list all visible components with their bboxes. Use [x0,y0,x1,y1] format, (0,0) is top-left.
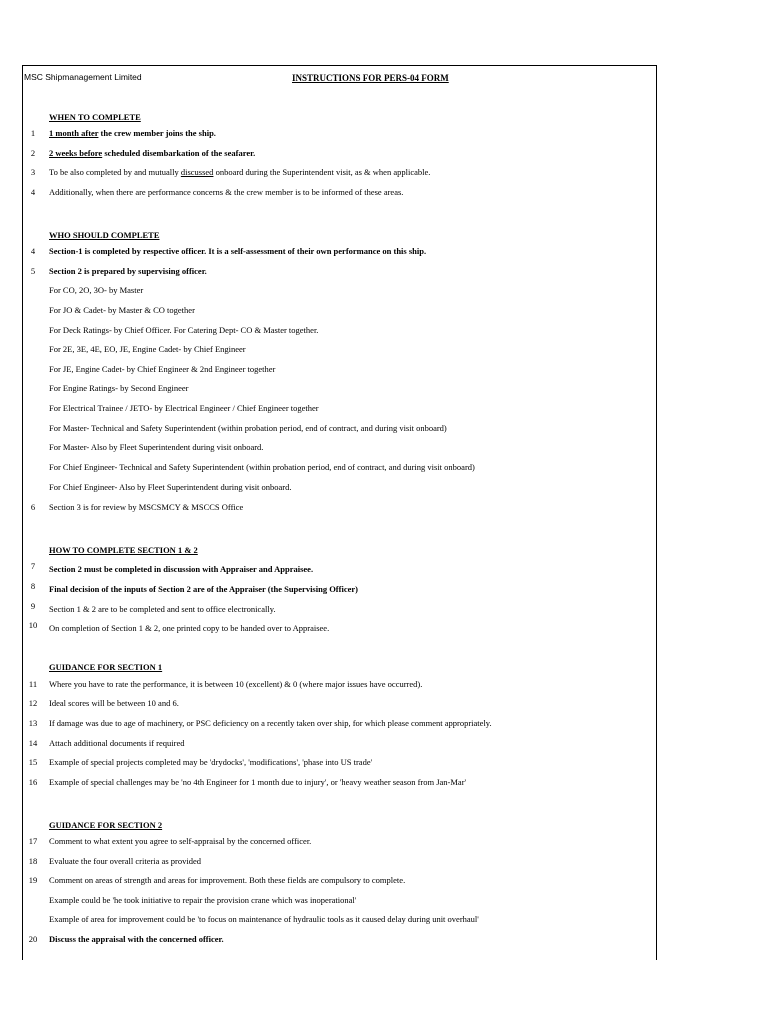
list-item: For Master- Also by Fleet Superintendent during visit onboard. [49,442,264,452]
list-item: 12 Ideal scores will be between 10 and 6. [28,698,179,708]
list-item: 6 Section 3 is for review by MSCSMCY & MSCCS Office [30,502,244,512]
list-item: 16 Example of special challenges may be 'no 4th Engineer for 1 month due to injury', or 'heavy weather season from Jan-Mar' [28,777,467,787]
section-heading-who: WHO SHOULD COMPLETE [49,230,160,240]
list-item: 1 1 month after the crew member joins the ship. [30,128,216,138]
section-heading-guidance-2: GUIDANCE FOR SECTION 2 [49,820,163,830]
section-heading-guidance-1: GUIDANCE FOR SECTION 1 [49,662,163,672]
list-item: 10 On completion of Section 1 & 2, one printed copy to be handed over to Appraisee. [28,620,330,633]
list-item: For CO, 2O, 3O- by Master [49,285,144,295]
list-item: 2 2 weeks before scheduled disembarkation of the seafarer. [30,148,256,158]
list-item: For JO & Cadet- by Master & CO together [49,305,195,315]
list-item: 11 Where you have to rate the performance, it is between 10 (excellent) & 0 (where major issues have occurred). [28,679,423,689]
list-item: For Electrical Trainee / JETO- by Electrical Engineer / Chief Engineer together [49,403,319,413]
list-item: For Deck Ratings- by Chief Officer. For Catering Dept- CO & Master together. [49,325,319,335]
list-item: 13 If damage was due to age of machinery, or PSC deficiency on a recently taken over ship, for which please comment appropriately. [28,718,492,728]
list-item: 5 Section 2 is prepared by supervising officer. [30,266,207,276]
list-item: 3 To be also completed by and mutually discussed onboard during the Superintendent visit, as & when applicable. [30,167,431,177]
list-item: 4 Section-1 is completed by respective officer. It is a self-assessment of their own performance on this ship. [30,246,427,256]
list-item: 19 Comment on areas of strength and areas for improvement. Both these fields are compulsory to complete. [28,875,406,885]
section-heading-when: WHEN TO COMPLETE [49,112,141,122]
list-item: For Engine Ratings- by Second Engineer [49,383,189,393]
document-title: INSTRUCTIONS FOR PERS-04 FORM [292,73,449,83]
list-item: 8 Final decision of the inputs of Section 2 are of the Appraiser (the Supervising Officer) [30,581,358,594]
list-item: Example could be 'he took initiative to repair the provision crane which was inoperational' [49,895,357,905]
list-item: 14 Attach additional documents if required [28,738,185,748]
list-item: 4 Additionally, when there are performance concerns & the crew member is to be informed of these areas. [30,187,404,197]
section-heading-how: HOW TO COMPLETE SECTION 1 & 2 [49,545,198,555]
list-item: For JE, Engine Cadet- by Chief Engineer & 2nd Engineer together [49,364,276,374]
list-item: 15 Example of special projects completed may be 'drydocks', 'modifications', 'phase into US trade' [28,757,373,767]
list-item: Example of area for improvement could be 'to focus on maintenance of hydraulic tools as it caused delay during unit overhaul' [49,914,479,924]
list-item: 17 Comment to what extent you agree to self-appraisal by the concerned officer. [28,836,312,846]
list-item: For Chief Engineer- Technical and Safety Superintendent (within probation period, end of contract, and during visit onboard) [49,462,475,472]
list-item: For Chief Engineer- Also by Fleet Superintendent during visit onboard. [49,482,292,492]
company-name: MSC Shipmanagement Limited [24,72,142,82]
list-item: 18 Evaluate the four overall criteria as provided [28,856,201,866]
list-item: 20 Discuss the appraisal with the concerned officer. [28,934,224,944]
list-item: 9 Section 1 & 2 are to be completed and sent to office electronically. [30,601,276,614]
list-item: 7 Section 2 must be completed in discussion with Appraiser and Appraisee. [30,561,314,574]
list-item: For 2E, 3E, 4E, EO, JE, Engine Cadet- by Chief Engineer [49,344,246,354]
list-item: For Master- Technical and Safety Superintendent (within probation period, end of contract, and during visit onboard) [49,423,447,433]
